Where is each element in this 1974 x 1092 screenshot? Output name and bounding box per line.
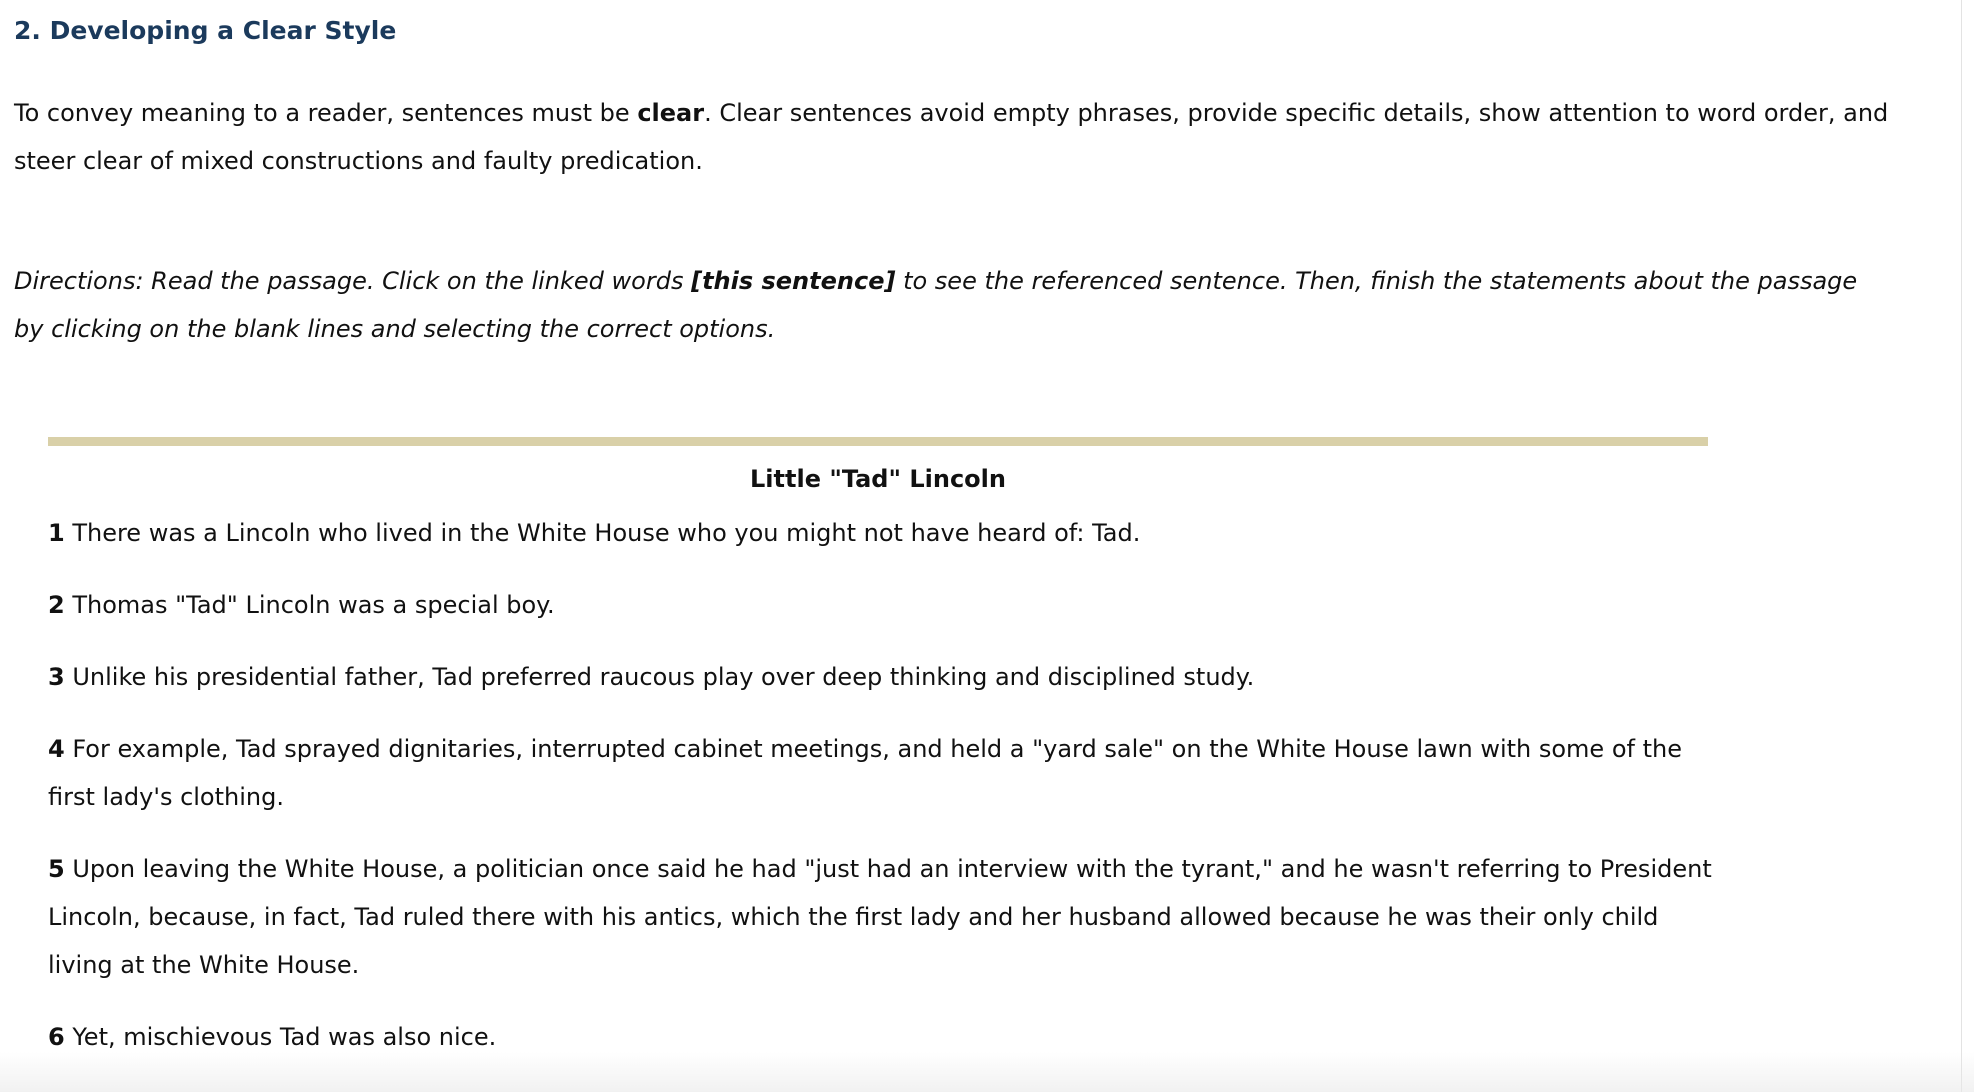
directions-text-before: Directions: Read the passage. Click on the linked words — [14, 267, 692, 295]
intro-paragraph — [14, 89, 1894, 185]
intro-text-before: To convey meaning to a reader, sentences must be — [14, 99, 638, 127]
directions-link-example: [this sentence] — [691, 267, 896, 295]
sentence-list — [48, 509, 1712, 1061]
sentence-text: Yet, mischievous Tad was also nice. — [64, 1023, 497, 1051]
sentence-5 — [48, 845, 1728, 989]
sentence-number: 3 — [48, 663, 65, 691]
sentence-number: 6 — [48, 1023, 65, 1051]
intro-text-after: . Clear sentences avoid empty phrases, provide specific details, show attention to word order, and steer clear of mixed constructions and faulty predication. — [14, 99, 1889, 175]
sentence-number: 1 — [48, 519, 65, 547]
passage-title: Little "Tad" Lincoln — [750, 465, 1006, 493]
vertical-scrollbar[interactable] — [1961, 0, 1974, 1092]
intro-keyword: clear — [637, 99, 705, 127]
sentence-number: 5 — [48, 855, 65, 883]
section-title: 2. Developing a Clear Style — [14, 16, 397, 45]
sentence-text: Unlike his presidential father, Tad preferred raucous play over deep thinking and disciplined study. — [64, 663, 1255, 691]
sentence-text: There was a Lincoln who lived in the White House who you might not have heard of: Tad. — [64, 519, 1141, 547]
sentence-number: 2 — [48, 591, 65, 619]
passage-divider — [48, 437, 1708, 446]
sentence-4 — [48, 725, 1728, 821]
directions-text-after: to see the referenced sentence. Then, finish the statements about the passage by clicking on the blank lines and selecting the correct options. — [14, 267, 1858, 343]
sentence-3 — [48, 653, 1728, 701]
sentence-2 — [48, 581, 1728, 629]
sentence-6 — [48, 1013, 1728, 1061]
sentence-text: Upon leaving the White House, a politician once said he had "just had an interview with the tyrant," and he wasn't referring to President Lincoln, because, in fact, Tad ruled there with his antics, which the first lady and her husband allowed because he was their only child living at the White House. — [48, 855, 1712, 979]
passage — [48, 437, 1712, 1085]
sentence-number: 4 — [48, 735, 65, 763]
directions-paragraph — [14, 257, 1894, 353]
sentence-text: For example, Tad sprayed dignitaries, interrupted cabinet meetings, and held a "yard sale" on the White House lawn with some of the first lady's clothing. — [48, 735, 1682, 811]
sentence-1 — [48, 509, 1728, 557]
sentence-text: Thomas "Tad" Lincoln was a special boy. — [64, 591, 555, 619]
